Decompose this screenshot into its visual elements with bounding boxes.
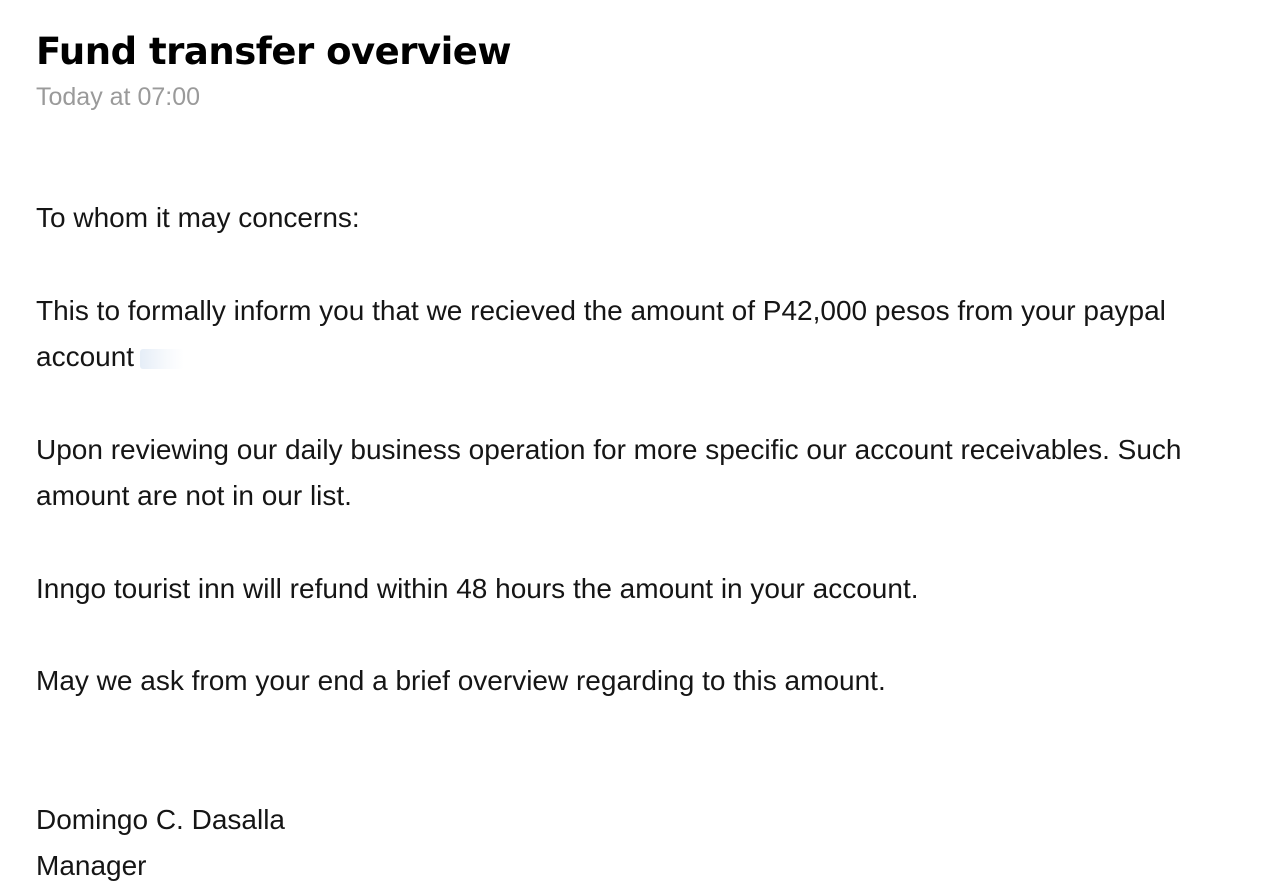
redacted-account-mark xyxy=(140,349,184,369)
greeting-line: To whom it may concerns: xyxy=(36,202,360,233)
note-timestamp: Today at 07:00 xyxy=(36,83,201,111)
note-title: Fund transfer overview xyxy=(36,30,512,73)
signature-name: Domingo C. Dasalla xyxy=(36,803,285,835)
paragraph-request: May we ask from your end a brief overview regarding to this amount. xyxy=(36,665,886,696)
note-content xyxy=(36,28,1256,889)
paragraph-received-amount xyxy=(36,288,1256,381)
signature-block xyxy=(36,797,1256,889)
note-body xyxy=(36,195,1256,889)
paragraph-review: Upon reviewing our daily business operation for more specific our account receivables. Such amount are not in our list. xyxy=(36,433,1182,511)
paragraph-refund: Inngo tourist inn will refund within 48 hours the amount in your account. xyxy=(36,572,919,604)
signature-role: Manager xyxy=(36,849,147,881)
paragraph-received-amount-text: This to formally inform you that we recieved the amount of P42,000 pesos from your paypal account xyxy=(36,294,1166,372)
